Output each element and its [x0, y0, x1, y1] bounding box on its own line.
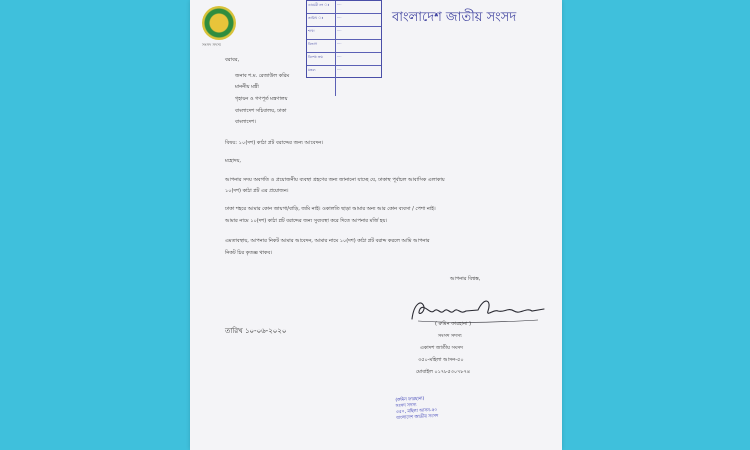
closing: আপনার বিশ্বস্ত,	[450, 276, 481, 282]
stamp-row	[307, 66, 381, 96]
official-seal	[395, 394, 476, 426]
stamp-key: বিশেষ ক্রম	[307, 53, 336, 65]
addressee-title: মাননীয় মন্ত্রী	[235, 84, 259, 90]
stamp-row	[307, 53, 381, 66]
signer-role: সংসদ সদস্য	[438, 333, 462, 339]
seal-line: সংসদ সদস্য	[395, 403, 417, 410]
stamp-key: বিভাগ	[307, 40, 336, 52]
emblem-caption: সংসদ সদস্য	[202, 42, 221, 47]
stamp-key: ডায়েরী নং ঃ	[307, 1, 336, 13]
letter-date: তারিখ ১০-০৬-২০২০	[225, 327, 287, 335]
stamp-key: শাখা	[307, 27, 336, 39]
stamp-key: তারিখ ঃ	[307, 14, 336, 26]
seal-line: বাংলাদেশ জাতীয় সংসদ	[396, 413, 439, 422]
addressee-country: বাংলাদেশ।	[235, 119, 256, 125]
addressee-office: বাংলাদেশ সচিবালয়, ঢাকা	[235, 108, 287, 114]
signer-seat: ৩৫০-মহিলা আসন-৫০	[418, 357, 464, 363]
stamp-value: ....	[337, 41, 342, 45]
stamp-value: ....	[337, 67, 342, 71]
stamp-value: ....	[337, 28, 342, 32]
paragraph-line: আপনার সদয় অবগতি ও প্রয়োজনীয় ব্যবস্থা গ্রহণের জন্য জানানো যাচ্ছে যে, ঢাকাস্থ পূর্বাচল আবাসিক এলাকায়	[225, 177, 445, 183]
paragraph-line: আমার নামে ১০(দশ) কাঠা প্লট বরাদ্দের জন্য সুব্যবস্থা করে দিতে আপনার মর্জি হয়।	[225, 218, 388, 224]
salutation: মহোদয়,	[225, 158, 242, 164]
seal-line: ৩৫০, মহিলা আসন-৫০	[395, 407, 438, 416]
parliament-name: একাদশ জাতীয় সংসদ	[420, 345, 463, 351]
recipient-prefix: বরাবর,	[225, 57, 240, 63]
seal-line: (রুমিন ফারহানা)	[395, 396, 425, 404]
receipt-stamp	[306, 0, 382, 78]
stamp-row	[307, 40, 381, 53]
paragraph-line: ১০(দশ) কাঠা প্লট এর প্রয়োজন।	[225, 188, 289, 194]
stamp-row	[307, 1, 381, 14]
paragraph-line: এমতাবস্থায়, আপনার নিকট আমার আবেদন, আমার নামে ১০(দশ) কাঠা প্লট বরাদ্দ করলে আমি আপনার	[225, 238, 430, 244]
stamp-row	[307, 14, 381, 27]
stamp-value: ....	[337, 54, 342, 58]
addressee-name: জনাব শ.ম. রেজাউল করিম	[235, 73, 290, 79]
stamp-key: মন্তব্য	[307, 66, 336, 96]
parliament-emblem-icon	[202, 6, 236, 40]
stamp-value: ....	[337, 15, 342, 19]
stamp-value: ....	[337, 2, 342, 6]
letter-page	[190, 0, 562, 450]
paragraph-line: নিকট চির কৃতজ্ঞ থাকব।	[225, 250, 273, 256]
handwritten-signature	[408, 293, 548, 325]
signer-mobile: মোবাইল ০১৭৮৫৩০৭৮৭৪	[416, 369, 471, 375]
letterhead-title: বাংলাদেশ জাতীয় সংসদ	[392, 10, 517, 25]
paragraph-line: ঢাকা শহরে আমার কোন জায়গা/বাড়ি, জমি নাই। ওকালতি ছাড়া আমার অন্য আর কোন ব্যবসা / পেশা নাই।	[225, 206, 436, 212]
stamp-row	[307, 27, 381, 40]
signer-name: ( রুমিন ফারহানা )	[435, 321, 472, 327]
letter-subject: বিষয়: ১০(দশ) কাঠা প্লট বরাদ্দের জন্য আবেদন।	[225, 140, 324, 146]
addressee-ministry: গৃহায়ন ও গণপূর্ত মন্ত্রণালয়	[235, 96, 288, 102]
